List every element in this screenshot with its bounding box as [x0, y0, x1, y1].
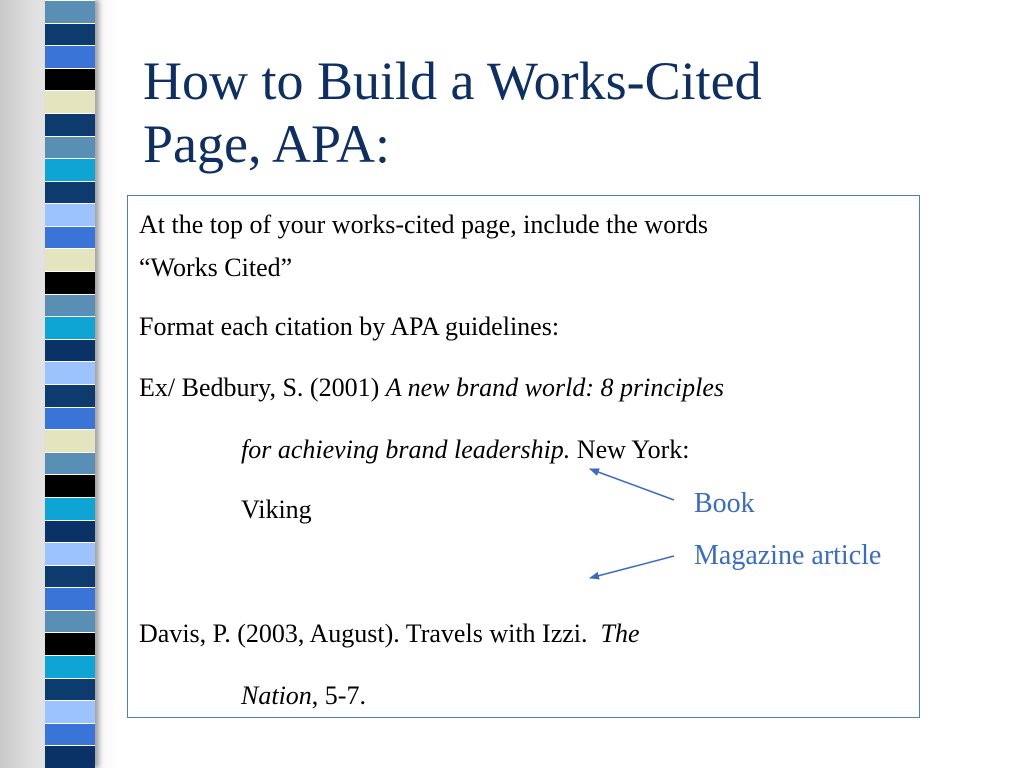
intro-line-1: At the top of your works-cited page, include the words: [139, 210, 708, 239]
book-title-part-2: for achieving brand leadership.: [241, 435, 571, 464]
book-publisher-part-2: Viking: [241, 495, 312, 524]
magazine-arrow: [590, 556, 674, 578]
magazine-publication-part-1: The: [600, 619, 640, 648]
book-title-part-1: A new brand world: 8 principles: [385, 373, 724, 402]
book-label: Book: [694, 488, 755, 519]
book-citation-prefix: Ex/ Bedbury, S. (2001): [139, 373, 386, 402]
magazine-pages: , 5-7.: [311, 681, 366, 710]
format-instruction: Format each citation by APA guidelines:: [139, 312, 560, 341]
magazine-citation-prefix: Davis, P. (2003, August). Travels with Izzi.: [139, 619, 601, 648]
title-line-2: Page, APA:: [143, 114, 391, 174]
intro-line-2: “Works Cited”: [139, 253, 293, 282]
title-line-1: How to Build a Works-Cited: [143, 51, 762, 111]
book-publisher-part-1: New York:: [570, 435, 690, 464]
magazine-publication-part-2: Nation: [241, 681, 312, 710]
book-arrow: [590, 469, 674, 500]
magazine-article-label: Magazine article: [694, 540, 882, 571]
